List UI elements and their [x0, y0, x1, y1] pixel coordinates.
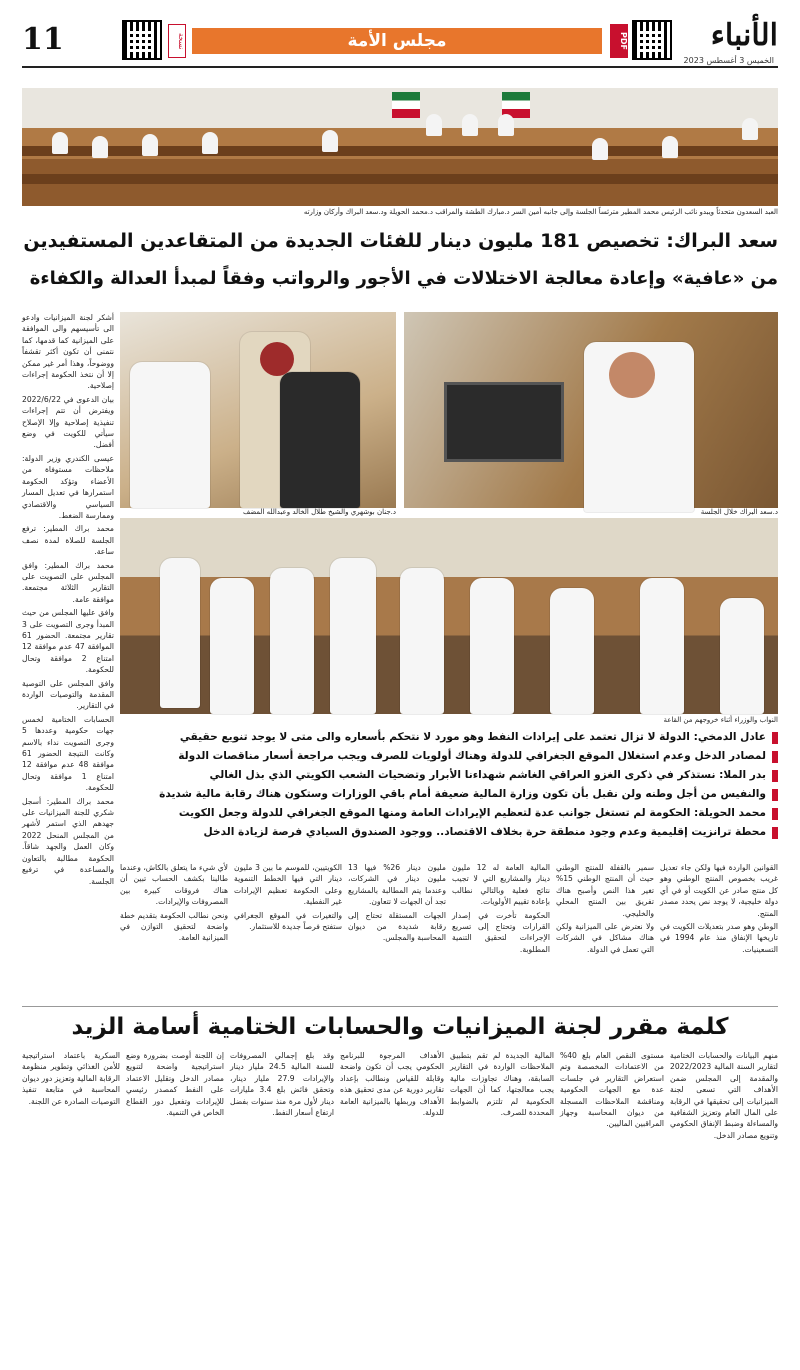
article-column [126, 1050, 224, 1362]
paragraph: الحكومة تأخرت في إصدار القرارات وتحتاج إلى تسريع الإجراءات لتحقيق التنمية المطلوبة. [452, 910, 550, 954]
photo-caption: د.سعد البراك خلال الجلسة [700, 508, 778, 516]
person-figure [52, 132, 68, 154]
person-figure [426, 114, 442, 136]
person-figure [130, 362, 210, 508]
article-column [120, 862, 228, 1002]
person-figure [92, 136, 108, 158]
paragraph: السكرية باعتماد استراتيجية للأمن الغذائي وتطوير منظومة الرقابة المالية وتعزيز دور ديوان المحاسبة في متابعة تنفيذ التوصيات الصادرة عن اللجنة. [22, 1051, 120, 1106]
paragraph: المالية العامة له 12 مليون دينار والمشاريع التي لا تجيب نتائج فعلية وبالتالي نطالب بإعادة تقييم الأولويات. [452, 863, 550, 907]
section-title: مجلس الأمة [192, 28, 602, 54]
paragraph: محمد براك المطير: ترفع الجلسة للصلاة لمدة نصف ساعة. [22, 524, 114, 557]
qr-code-icon[interactable] [632, 20, 672, 60]
paragraph: وقد بلغ إجمالي المصروفات للسنة المالية 24.5 مليار دينار والإيرادات 27.9 مليار دينار، وتحقق فائض بلغ 3.4 مليارات دينار لأول مرة منذ سنوات بفضل ارتفاع أسعار النفط. [230, 1051, 335, 1118]
kuwait-flag-icon [392, 92, 420, 118]
person-figure [400, 568, 444, 714]
article-column [22, 312, 114, 886]
page-number: 11 [22, 22, 64, 57]
paragraph: مستوى النقص العام بلغ 40% من الاعتمادات المخصصة وتم استعراض التقارير في جلسات عدة مع الجهات الحكومية ومناقشة الملاحظات المسجلة من ديوان المحاسبة وجهاز المراقبين الماليين. [560, 1051, 664, 1129]
person-figure [640, 578, 684, 714]
paragraph: المالية الجديدة لم تقم بتطبيق الملاحظات الواردة في التقارير السابقة، وهناك تجاوزات مالية يجب معالجتها، كما أن الجهات الحكومية لم تلتزم بالضوابط المحددة للصرف. [450, 1051, 554, 1118]
chamber-exit-photo [120, 518, 778, 714]
person-figure [270, 568, 314, 714]
paragraph: لأي شيء ما يتعلق بالكاش، وعندما طالبنا بكشف الحساب تبين أن هناك فروقات كبيرة بين المصروفات والإيرادات. [120, 863, 228, 907]
article-column [660, 862, 778, 1002]
paragraph: إن اللجنة أوصت بضرورة وضع استراتيجية واضحة لتنويع مصادر الدخل وتقليل الاعتماد على النفط كمصدر رئيسي للإيرادات وتفعيل دور القطاع الخاص في التنمية. [126, 1051, 224, 1118]
issue-date: الخميس 3 أغسطس 2023 [683, 56, 774, 65]
paragraph: بيان الدعوى في 2022/6/22 ويفترض أن تتم إجراءات تنفيذية إصلاحية وإلا الإصلاح سيأتي للكويت في وضع أفضل. [22, 394, 114, 450]
paragraph: سمير بالقفلة للمنتج الوطني حيث أن المنتج الوطني 15% تغير هذا النص وأصبح هناك تفريق بين المنتج المحلي والخليجي. [556, 863, 654, 918]
paragraph: عيسى الكندري وزير الدولة: ملاحظات مستوفاة من الأعضاء وتؤكد الحكومة استمرارها في تعديل المسار السياسي والاقتصادي وممارسة الضغط. [22, 453, 114, 520]
person-head [260, 342, 294, 376]
paragraph: وافق عليها المجلس من حيث المبدأ وجرى التصويت على 3 تقارير مجتمعة. الحضور 61 الموافقة 47 عدم موافقة 12 امتناع 2 موافقة وتحال للحكومة. [22, 608, 114, 675]
photo-caption: العبد السعدون متحدثاً ويبدو نائب الرئيس محمد المطير مترئساً الجلسة وإلى جانبه أمين السر د.مبارك الطشة والمراقب د.محمد الحويلة ود.سعد البراك وأركان وزارته [303, 208, 778, 216]
paragraph: محمد براك المطير: أسجل شكري للجنة الميزانيات على جهدهم الذي استمر لأشهر من المجلس المنحل 2022 وكان العمل والجهد شاقاً. الحكومة مطالبة بالتعاون والمساعدة في ترفيع الجلسة. [22, 796, 114, 886]
minister-photo [404, 312, 778, 508]
person-figure [462, 114, 478, 136]
paragraph: مليون دينار 26% فيها 13 مليون دينار في الشركات، وعندما يتم المطالبة بالمشاريع تجد أن الجهات لا تتعاون. [348, 863, 446, 907]
article-column [230, 1050, 334, 1362]
article-column [556, 862, 654, 1002]
main-headline [22, 222, 778, 298]
mps-conversation-photo [120, 312, 396, 508]
paragraph: الجهات المستقلة تحتاج إلى رقابة شديدة من ديوان المحاسبة والمجلس. [348, 910, 446, 943]
monitor-icon [444, 382, 564, 462]
paragraph: الوطن وهو صدر بتعديلات الكويت في تاريخها الإنفاق منذ عام 1994 في التسعينيات. [660, 922, 779, 954]
paragraph: الحسابات الختامية لخمس جهات حكومية وعددها 5 وجرى التصويت نداء بالاسم وكانت النتيجة الحضور 61 موافقة 48 عدم موافقة 12 امتناع 1 موافقة وتحال للحكومة. [22, 714, 114, 793]
person-figure [592, 138, 608, 160]
section-divider [22, 1006, 778, 1007]
article-column [22, 1050, 120, 1362]
person-figure [742, 118, 758, 140]
paragraph: والتغيرات في الموقع الجغرافي ستفتح فرصاً جديدة للاستثمار. [234, 910, 342, 932]
article-column [340, 1050, 444, 1362]
bench-row [22, 174, 778, 184]
article-2-title: كلمة مقرر لجنة الميزانيات والحسابات الختامية أسامة الزيد [71, 1014, 729, 1040]
article-column [348, 862, 446, 1002]
person-figure [160, 558, 200, 708]
person-figure [322, 130, 338, 152]
header-divider [22, 66, 778, 68]
pull-quote: بدر الملا: نستذكر في ذكرى الغزو العراقي الغاشم شهداءنا الأبرار وتضحيات الشعب الكويتي الذي بذل الغالي [120, 766, 778, 785]
parliament-session-photo [22, 88, 778, 206]
person-figure [210, 578, 254, 714]
headline-line-1: سعد البراك: تخصيص 181 مليون دينار للفئات الجديدة من المتقاعدين المستفيدين [23, 230, 778, 252]
person-figure [550, 588, 594, 714]
paragraph: أشكر لجنة الميزانيات وادعو الى تأسيسهم والى الموافقة على الميزانية كما قدمها، كما نتمنى أن تكون أكثر تقشفاً ووضوحاً، وهذا أمر غير ممكن إلا أن نتخذ الحكومة إجراءات إصلاحية. [22, 313, 114, 391]
person-figure [498, 114, 514, 136]
photo-caption: د.جنان بوشهري والشيخ طلال الخالد وعبدالله المضف [242, 508, 396, 516]
person-figure [142, 134, 158, 156]
pull-quote: محطة ترانزيت إقليمية وعدم وجود منطقة حرة بخلاف الاقتصاد.. ووجود الصندوق السيادي فرصة لزيادة الدخل [120, 823, 778, 842]
article-column [450, 1050, 554, 1362]
person-figure [662, 136, 678, 158]
paragraph: وافق المجلس على التوصية المقدمة والتوصيات الواردة في التقارير. [22, 678, 114, 711]
headline-line-2: من «عافية» وإعادة معالجة الاختلالات في الأجور والرواتب وفقاً لمبدأ العدالة والكفاءة [29, 268, 778, 289]
article-column [452, 862, 550, 1002]
qr-code-icon[interactable] [122, 20, 162, 60]
article-column [560, 1050, 664, 1362]
paragraph: محمد براك المطير: وافق المجلس على التصويت على التقارير الثلاثة مجتمعة. موافقة عامة. [22, 560, 114, 604]
pull-quotes [120, 728, 778, 842]
person-figure [720, 598, 764, 714]
person-figure [470, 578, 514, 714]
pull-quote: لمصادر الدخل وعدم استغلال الموقع الجغرافي للدولة وهناك أولويات للصرف ويجب مراجعة أسعار مناقصات الدولة [120, 747, 778, 766]
page-header [22, 18, 778, 68]
paragraph: القوانين الواردة فيها ولكن جاء تعديل غريب بخصوص المنتج الوطني وهو كل منتج صادر عن الكويت أو في أي دولة خليجية، لا يوجد نص يحدد مصدر المنتج. [660, 863, 778, 918]
photo-caption: النواب والوزراء أثناء خروجهم من القاعة [663, 716, 778, 724]
pull-quote: عادل الدمخي: الدولة لا تزال تعتمد على إيرادات النفط وهو مورد لا نتحكم بأسعاره والى متى لا يوجد تنويع حقيقي [120, 728, 778, 747]
paragraph: الكويتيين، للموسم ما بين 3 مليون دينار التي فيها الخطط التنموية وعلى الحكومة تعظيم الإيرادات غير النفطية. [234, 863, 342, 907]
pull-quote: محمد الحويلة: الحكومة لم تستغل جوانب عدة لتعظيم الإيرادات العامة ومنها الموقع الجغرافي للدولة وجعل الكويت [120, 804, 778, 823]
app-badge: نسخة [168, 24, 186, 58]
person-figure [280, 372, 360, 508]
paragraph: الأهداف المرجوة للبرنامج الحكومي يجب أن تكون واضحة وقابلة للقياس ونطالب بإعداد تقارير دورية عن مدى تحقيق هذه الأهداف وربطها بالميزانية العامة للدولة. [340, 1051, 444, 1118]
article-column [670, 1050, 778, 1362]
paragraph: ونحن نطالب الحكومة بتقديم خطة واضحة لتحقيق التوازن في الميزانية العامة. [120, 910, 228, 943]
person-figure [202, 132, 218, 154]
pull-quote: والنفيس من أجل وطنه ولن نقبل بأن تكون وزارة المالية ضعيفة أمام باقي الوزارات وستكون هناك رقابة مالية شديدة [120, 785, 778, 804]
article-column [234, 862, 342, 1002]
pdf-badge[interactable]: PDF [610, 24, 628, 58]
paragraph: منهم البيانات والحسابات الختامية لتقارير السنة المالية 2022/2023 والمقدمة إلى المجلس ضمن الأهداف التي تسعى لجنة الميزانيات إلى تحقيقها في الرقابة على المال العام وتعزيز الشفافية والمساءلة وضبط الإنفاق الحكومي وتنويع مصادر الدخل. [670, 1051, 778, 1140]
person-figure [330, 558, 376, 714]
newspaper-logo: الأنباء [710, 18, 778, 53]
paragraph: ولا نعترض على الميزانية ولكن هناك مشاكل في الشركات التي تعمل في الدولة. [556, 922, 654, 954]
person-head [609, 352, 655, 398]
